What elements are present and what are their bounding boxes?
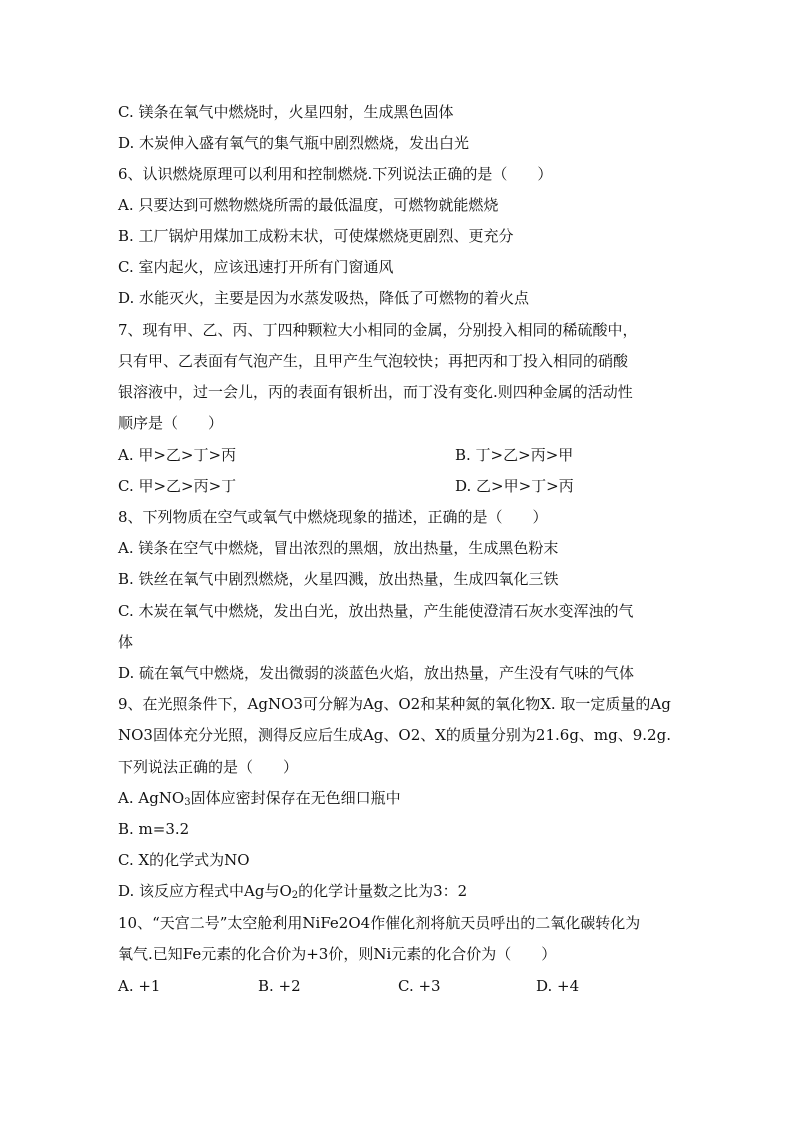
text-line: D. 木炭伸入盛有氧气的集气瓶中剧烈燃烧，发出白光 [118,134,470,152]
question-8-option-d: D. 硫在氧气中燃烧，发出微弱的淡蓝色火焰，放出热量，产生没有气味的气体 [118,664,635,682]
question-8-option-c-cont: 体 [118,633,134,651]
question-9-stem: NO3固体充分光照，测得反应后生成Ag、O2、X的质量分别为21.6g、mg、9.2g. [118,726,671,744]
text-line: C. 镁条在氧气中燃烧时，火星四射，生成黑色固体 [118,103,454,121]
question-10-stem: 氧气.已知Fe元素的化合价为+3价，则Ni元素的化合价为（ ） [118,945,557,963]
question-9-option-a: A. AgNO$_3$固体应密封保存在无色细口瓶中 [118,789,401,808]
question-7-option-b: B. 丁>乙>丙>甲 [455,446,574,464]
question-9-stem: 下列说法正确的是（ ） [118,758,299,776]
question-8-option-c: C. 木炭在氧气中燃烧，发出白光，放出热量，产生能使澄清石灰水变浑浊的气 [118,602,634,620]
question-7-option-d: D. 乙>甲>丁>丙 [455,477,574,495]
question-8-option-a: A. 镁条在空气中燃烧，冒出浓烈的黑烟，放出热量，生成黑色粉末 [118,539,559,557]
question-7-stem: 只有甲、乙表面有气泡产生，且甲产生气泡较快；再把丙和丁投入相同的硝酸 [118,352,629,370]
question-6-option-c: C. 室内起火，应该迅速打开所有门窗通风 [118,258,394,276]
question-7-stem: 银溶液中，过一会儿，丙的表面有银析出，而丁没有变化.则四种金属的活动性 [118,383,633,401]
question-9-option-b: B. m=3.2 [118,820,190,838]
question-6-option-d: D. 水能灭火，主要是因为水蒸发吸热，降低了可燃物的着火点 [118,289,530,307]
question-9-option-d: D. 该反应方程式中Ag与$O_2$的化学计量数之比为3：2 [118,882,468,901]
question-6-stem: 6、认识燃烧原理可以利用和控制燃烧.下列说法正确的是（ ） [118,165,553,183]
question-10-option-a: A. +1 [118,977,161,995]
question-10-option-c: C. +3 [398,977,441,995]
question-8-option-b: B. 铁丝在氧气中剧烈燃烧，火星四溅，放出热量，生成四氧化三铁 [118,570,559,588]
question-7-option-c: C. 甲>乙>丙>丁 [118,477,237,495]
question-7-stem: 7、现有甲、乙、丙、丁四种颗粒大小相同的金属，分别投入相同的稀硫酸中， [118,321,638,339]
question-10-stem: 10、“天宫二号”太空舱利用NiFe2O4作催化剂将航天员呼出的二氧化碳转化为 [118,914,641,932]
question-6-option-a: A. 只要达到可燃物燃烧所需的最低温度，可燃物就能燃烧 [118,196,499,214]
question-9-stem: 9、在光照条件下，AgNO3可分解为Ag、O2和某种氮的氧化物X. 取一定质量的Ag [118,695,671,713]
question-6-option-b: B. 工厂锅炉用煤加工成粉末状，可使煤燃烧更剧烈、更充分 [118,227,514,245]
question-10-option-d: D. +4 [536,977,580,995]
question-8-stem: 8、下列物质在空气或氧气中燃烧现象的描述，正确的是（ ） [118,508,548,526]
question-10-option-b: B. +2 [258,977,301,995]
question-7-stem: 顺序是（ ） [118,414,224,432]
question-9-option-c: C. X的化学式为NO [118,851,250,869]
question-7-option-a: A. 甲>乙>丁>丙 [118,446,237,464]
